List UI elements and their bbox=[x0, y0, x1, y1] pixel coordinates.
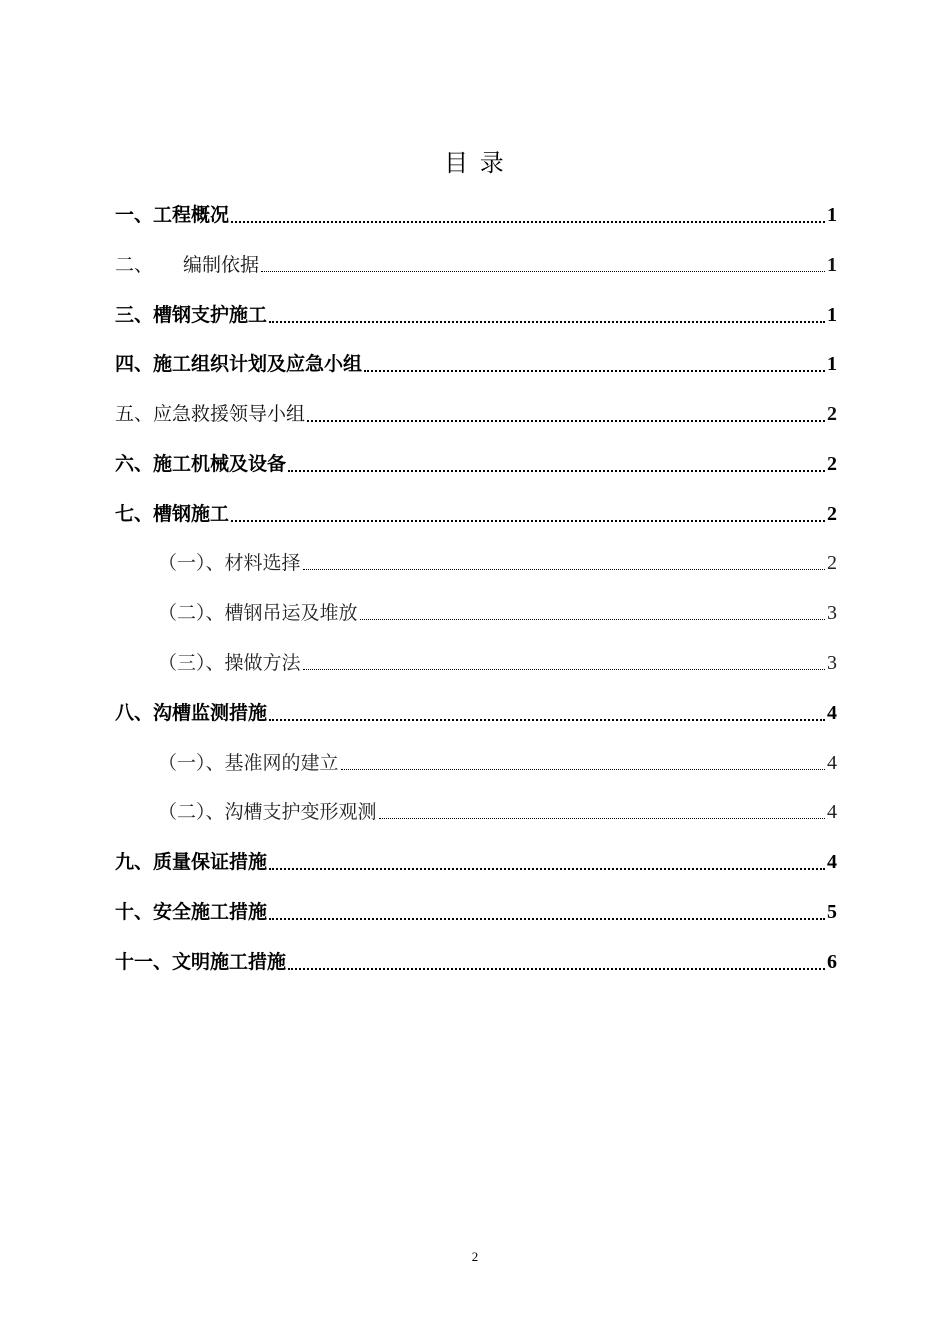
toc-entry-label: 七、槽钢施工 bbox=[115, 503, 230, 525]
toc-entry-label: 一、工程概况 bbox=[115, 204, 230, 226]
toc-entry[interactable] bbox=[115, 844, 837, 874]
toc-entry-label: 五、应急救援领导小组 bbox=[115, 403, 306, 425]
toc-entry-page: 2 bbox=[827, 453, 837, 475]
toc-entry[interactable] bbox=[115, 247, 837, 277]
toc-entry-page: 3 bbox=[827, 652, 837, 674]
toc-entry-page: 2 bbox=[827, 503, 837, 525]
toc-entry-label: 四、施工组织计划及应急小组 bbox=[115, 353, 363, 375]
toc-entry[interactable] bbox=[115, 446, 837, 476]
toc-subentry[interactable] bbox=[158, 595, 837, 625]
toc-title: 目 录 bbox=[444, 149, 506, 177]
toc-entry-page: 4 bbox=[827, 801, 837, 823]
toc-entry-page: 3 bbox=[827, 602, 837, 624]
toc-entry-page: 4 bbox=[827, 752, 837, 774]
leader-dots bbox=[269, 320, 825, 323]
toc-entry[interactable] bbox=[115, 396, 837, 426]
toc-entry[interactable] bbox=[115, 944, 837, 974]
toc-entry-label: （三）、操做方法 bbox=[158, 652, 301, 674]
toc-entry-page: 2 bbox=[827, 552, 837, 574]
leader-dots bbox=[231, 519, 825, 522]
toc-entry-label-main: 编制依据 bbox=[183, 254, 260, 276]
toc-subentry[interactable] bbox=[158, 745, 837, 775]
toc-entry[interactable] bbox=[115, 496, 837, 526]
toc-entry[interactable] bbox=[115, 894, 837, 924]
leader-dots bbox=[269, 867, 825, 870]
toc-entry[interactable] bbox=[115, 695, 837, 725]
leader-dots bbox=[261, 270, 825, 272]
toc-subentry[interactable] bbox=[158, 645, 837, 675]
toc-entry[interactable] bbox=[115, 346, 837, 376]
toc-entry-page: 5 bbox=[827, 901, 837, 923]
toc-entry-label bbox=[115, 250, 259, 277]
toc-subentry[interactable] bbox=[158, 545, 837, 575]
toc-entry-page: 4 bbox=[827, 702, 837, 724]
toc-entry-page: 6 bbox=[827, 951, 837, 973]
leader-dots bbox=[341, 768, 825, 770]
leader-dots bbox=[360, 618, 825, 620]
leader-dots bbox=[269, 917, 825, 920]
toc-entry-page: 2 bbox=[827, 403, 837, 425]
leader-dots bbox=[379, 817, 825, 819]
toc-entry-label: （二）、沟槽支护变形观测 bbox=[158, 801, 377, 823]
toc-entry-label: 三、槽钢支护施工 bbox=[115, 304, 268, 326]
toc-entry-label: 六、施工机械及设备 bbox=[115, 453, 287, 475]
toc-entry-page: 1 bbox=[827, 353, 837, 375]
leader-dots bbox=[303, 568, 825, 570]
leader-dots bbox=[288, 469, 825, 472]
toc-entry-page: 1 bbox=[827, 204, 837, 226]
toc-entry-label: 十、安全施工措施 bbox=[115, 901, 268, 923]
leader-dots bbox=[364, 369, 825, 372]
toc-entry-page: 4 bbox=[827, 851, 837, 873]
toc-entry-page: 1 bbox=[827, 254, 837, 276]
leader-dots bbox=[288, 967, 825, 970]
toc-entry-label-prefix: 二、 bbox=[115, 254, 154, 276]
toc-entry-label: 十一、文明施工措施 bbox=[115, 951, 287, 973]
leader-dots bbox=[231, 220, 825, 223]
toc-entry-label: 八、沟槽监测措施 bbox=[115, 702, 268, 724]
toc-entry-label: （一）、材料选择 bbox=[158, 552, 301, 574]
leader-dots bbox=[307, 419, 825, 422]
toc-entry-label: （一）、基准网的建立 bbox=[158, 752, 339, 774]
page-number: 2 bbox=[471, 1249, 479, 1264]
toc-subentry[interactable] bbox=[158, 794, 837, 824]
toc-entry-page: 1 bbox=[827, 304, 837, 326]
toc-entry[interactable] bbox=[115, 297, 837, 327]
leader-dots bbox=[269, 718, 825, 721]
toc-entry[interactable] bbox=[115, 197, 837, 227]
leader-dots bbox=[303, 668, 825, 670]
toc-entry-label: 九、质量保证措施 bbox=[115, 851, 268, 873]
toc-entry-label: （二）、槽钢吊运及堆放 bbox=[158, 602, 358, 624]
